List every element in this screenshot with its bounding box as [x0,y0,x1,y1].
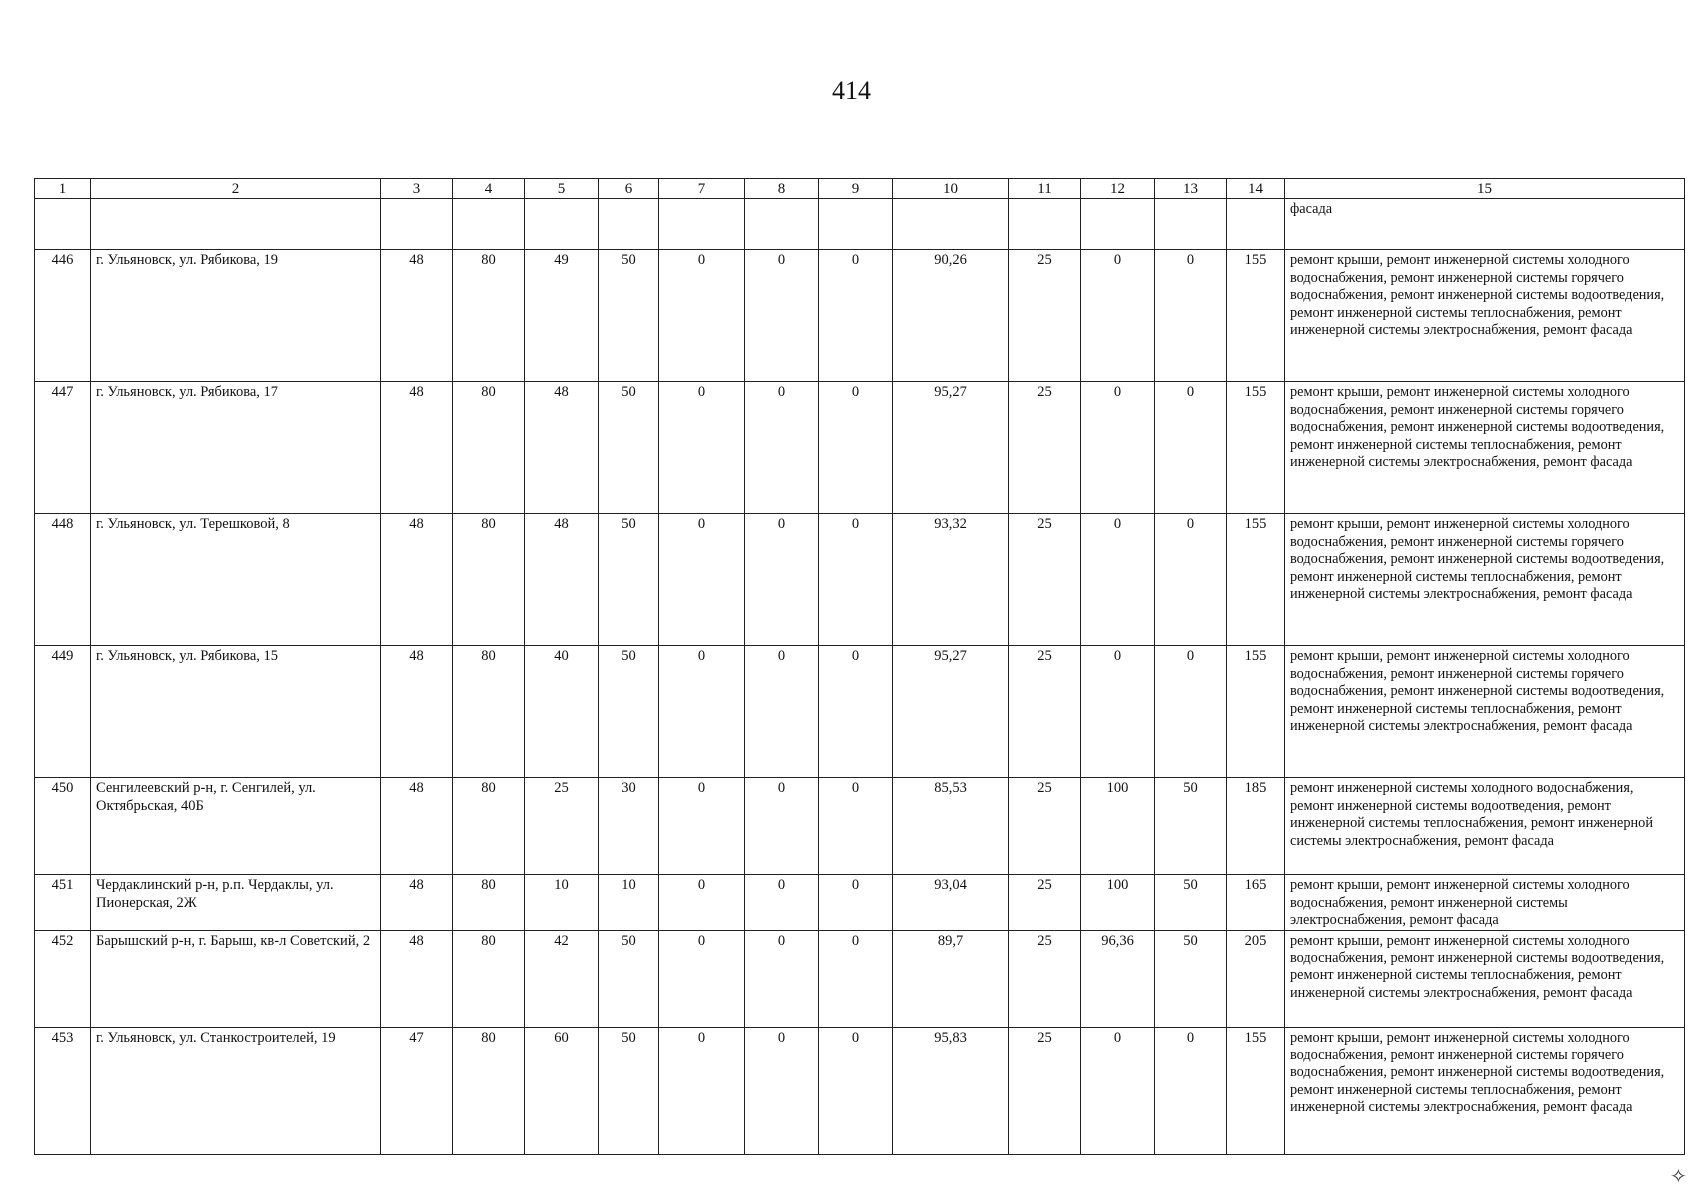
column-header: 6 [599,179,659,199]
table-cell: 0 [1081,1027,1155,1154]
table-cell: 0 [819,875,893,930]
table-cell: 0 [1155,514,1227,646]
table-cell: 30 [599,778,659,875]
table-cell [1081,199,1155,250]
works-cell: фасада [1285,199,1685,250]
table-cell: 165 [1227,875,1285,930]
table-cell: 25 [1009,1027,1081,1154]
table-cell: 0 [745,778,819,875]
table-cell: 50 [599,250,659,382]
table-cell: 0 [1081,646,1155,778]
address-cell: г. Ульяновск, ул. Станкостроителей, 19 [91,1027,381,1154]
column-header: 4 [453,179,525,199]
table-cell: 25 [525,778,599,875]
row-number-cell: 452 [35,930,91,1027]
works-cell: ремонт крыши, ремонт инженерной системы холодного водоснабжения, ремонт инженерной системы водоотведения, ремонт инженерной системы теплоснабжения, ремонт инженерной системы электроснабжения, ремонт фасада [1285,930,1685,1027]
table-cell: 155 [1227,646,1285,778]
row-number-cell: 448 [35,514,91,646]
table-cell: 100 [1081,778,1155,875]
table-cell [659,199,745,250]
table-cell: 25 [1009,514,1081,646]
table-cell: 0 [659,778,745,875]
table-cell: 0 [819,1027,893,1154]
row-number-cell: 453 [35,1027,91,1154]
table-cell: 80 [453,778,525,875]
table-cell: 10 [599,875,659,930]
table-row [35,875,1685,930]
table-cell: 48 [381,778,453,875]
table-cell: 60 [525,1027,599,1154]
table-cell: 0 [745,930,819,1027]
address-cell: г. Ульяновск, ул. Рябикова, 19 [91,250,381,382]
table-cell: 25 [1009,930,1081,1027]
header-row [35,179,1685,199]
table-cell: 48 [381,930,453,1027]
table-cell: 80 [453,382,525,514]
column-header: 5 [525,179,599,199]
address-cell: г. Ульяновск, ул. Рябикова, 15 [91,646,381,778]
table-cell: 95,27 [893,646,1009,778]
table-cell: 25 [1009,778,1081,875]
table-cell: 0 [819,646,893,778]
table-cell: 80 [453,250,525,382]
table-cell: 0 [1081,514,1155,646]
table-cell [1155,199,1227,250]
table-cell: 0 [1155,1027,1227,1154]
table-cell: 50 [599,382,659,514]
table-cell: 90,26 [893,250,1009,382]
row-number-cell: 450 [35,778,91,875]
table-cell: 80 [453,646,525,778]
table-cell: 0 [659,514,745,646]
table-cell: 42 [525,930,599,1027]
table-cell: 48 [381,646,453,778]
table-cell: 0 [659,646,745,778]
table-cell: 48 [381,382,453,514]
table-cell: 48 [381,514,453,646]
table-cell: 0 [819,778,893,875]
table-cell: 25 [1009,646,1081,778]
table-cell: 155 [1227,1027,1285,1154]
table-cell: 80 [453,930,525,1027]
table-row [35,250,1685,382]
works-cell: ремонт крыши, ремонт инженерной системы холодного водоснабжения, ремонт инженерной системы электроснабжения, ремонт фасада [1285,875,1685,930]
works-cell: ремонт крыши, ремонт инженерной системы холодного водоснабжения, ремонт инженерной системы горячего водоснабжения, ремонт инженерной системы водоотведения, ремонт инженерной системы теплоснабжения, ремонт инженерной системы электроснабжения, ремонт фасада [1285,1027,1685,1154]
column-header: 7 [659,179,745,199]
table-cell: 80 [453,875,525,930]
works-cell: ремонт инженерной системы холодного водоснабжения, ремонт инженерной системы водоотведения, ремонт инженерной системы теплоснабжения, ремонт инженерной системы электроснабжения, ремонт фасада [1285,778,1685,875]
table-cell: 205 [1227,930,1285,1027]
table-cell [525,199,599,250]
table-cell: 25 [1009,875,1081,930]
table-cell: 50 [1155,875,1227,930]
table-cell: 100 [1081,875,1155,930]
table-cell: 49 [525,250,599,382]
register-table [34,178,1685,1155]
table-cell [819,199,893,250]
table-cell [453,199,525,250]
table-cell: 89,7 [893,930,1009,1027]
table-cell [1227,199,1285,250]
table-cell: 0 [745,875,819,930]
table-cell: 48 [525,514,599,646]
table-cell: 0 [659,1027,745,1154]
address-cell: г. Ульяновск, ул. Рябикова, 17 [91,382,381,514]
table-cell: 93,04 [893,875,1009,930]
table-row [35,514,1685,646]
page-number: 414 [832,76,871,105]
row-number-cell: 451 [35,875,91,930]
table-cell [381,199,453,250]
table-cell [91,199,381,250]
table-cell: 25 [1009,250,1081,382]
column-header: 9 [819,179,893,199]
table-row [35,382,1685,514]
column-header: 13 [1155,179,1227,199]
table-cell: 0 [745,382,819,514]
table-row [35,646,1685,778]
table-cell: 0 [1155,646,1227,778]
address-cell: г. Ульяновск, ул. Терешковой, 8 [91,514,381,646]
table-cell: 0 [745,646,819,778]
table-row [35,1027,1685,1154]
table-cell: 155 [1227,382,1285,514]
table-cell: 48 [525,382,599,514]
column-header: 10 [893,179,1009,199]
column-header: 1 [35,179,91,199]
table-row [35,778,1685,875]
table-cell: 96,36 [1081,930,1155,1027]
table-cell: 50 [599,514,659,646]
works-cell: ремонт крыши, ремонт инженерной системы холодного водоснабжения, ремонт инженерной системы горячего водоснабжения, ремонт инженерной системы водоотведения, ремонт инженерной системы теплоснабжения, ремонт инженерной системы электроснабжения, ремонт фасада [1285,514,1685,646]
table-cell: 0 [819,250,893,382]
row-number-cell: 447 [35,382,91,514]
table-cell: 155 [1227,250,1285,382]
table-cell: 80 [453,514,525,646]
works-cell: ремонт крыши, ремонт инженерной системы холодного водоснабжения, ремонт инженерной системы горячего водоснабжения, ремонт инженерной системы водоотведения, ремонт инженерной системы теплоснабжения, ремонт инженерной системы электроснабжения, ремонт фасада [1285,382,1685,514]
address-cell: Сенгилеевский р-н, г. Сенгилей, ул. Октябрьская, 40Б [91,778,381,875]
address-cell: Барышский р-н, г. Барыш, кв-л Советский, 2 [91,930,381,1027]
table-cell: 0 [745,1027,819,1154]
address-cell: Чердаклинский р-н, р.п. Чердаклы, ул. Пионерская, 2Ж [91,875,381,930]
table-cell: 0 [819,382,893,514]
table-cell: 0 [745,514,819,646]
table-cell: 50 [599,646,659,778]
table-cell: 80 [453,1027,525,1154]
column-header: 12 [1081,179,1155,199]
table-cell [893,199,1009,250]
scan-mark-icon: ✧ [1670,1166,1687,1188]
table-cell [599,199,659,250]
table-cell: 50 [599,1027,659,1154]
table-cell: 0 [1081,250,1155,382]
table-cell: 0 [659,875,745,930]
table-cell: 48 [381,875,453,930]
row-number-cell: 446 [35,250,91,382]
table-cell: 0 [659,250,745,382]
column-header: 11 [1009,179,1081,199]
column-header: 2 [91,179,381,199]
table-cell: 25 [1009,382,1081,514]
table-cell [1009,199,1081,250]
table-cell: 0 [1155,250,1227,382]
table-cell: 40 [525,646,599,778]
table-cell [35,199,91,250]
table-cell: 10 [525,875,599,930]
table-cell [745,199,819,250]
table-cell: 0 [1081,382,1155,514]
table-cell: 0 [1155,382,1227,514]
table-cell: 93,32 [893,514,1009,646]
table-cell: 0 [659,382,745,514]
column-header: 15 [1285,179,1685,199]
table-cell: 95,83 [893,1027,1009,1154]
table-cell: 0 [745,250,819,382]
table-cell: 50 [1155,930,1227,1027]
table-cell: 0 [659,930,745,1027]
table-cell: 50 [599,930,659,1027]
table-cell: 155 [1227,514,1285,646]
table-cell: 95,27 [893,382,1009,514]
column-header: 8 [745,179,819,199]
row-number-cell: 449 [35,646,91,778]
table-cell: 185 [1227,778,1285,875]
table-cell: 48 [381,250,453,382]
table-cell: 0 [819,930,893,1027]
table-cell: 0 [819,514,893,646]
works-cell: ремонт крыши, ремонт инженерной системы холодного водоснабжения, ремонт инженерной системы горячего водоснабжения, ремонт инженерной системы водоотведения, ремонт инженерной системы теплоснабжения, ремонт инженерной системы электроснабжения, ремонт фасада [1285,250,1685,382]
table-row [35,930,1685,1027]
works-cell: ремонт крыши, ремонт инженерной системы холодного водоснабжения, ремонт инженерной системы горячего водоснабжения, ремонт инженерной системы водоотведения, ремонт инженерной системы теплоснабжения, ремонт инженерной системы электроснабжения, ремонт фасада [1285,646,1685,778]
continuation-row [35,199,1685,250]
table-cell: 85,53 [893,778,1009,875]
table-cell: 47 [381,1027,453,1154]
table-cell: 50 [1155,778,1227,875]
column-header: 3 [381,179,453,199]
column-header: 14 [1227,179,1285,199]
